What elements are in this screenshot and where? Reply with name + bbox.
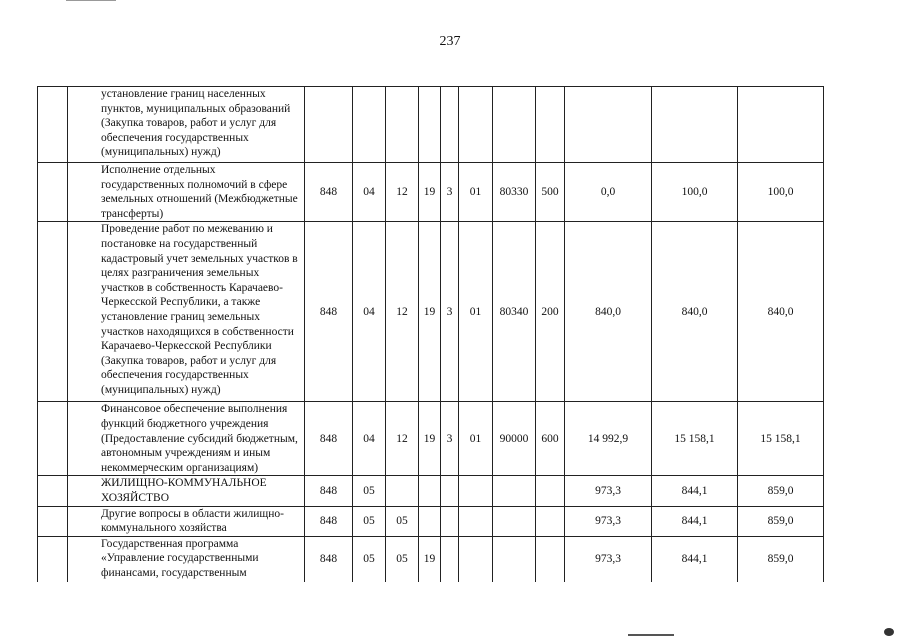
ministry-code: 848 (305, 506, 353, 536)
amount-year-3: 15 158,1 (738, 402, 824, 476)
subsection-code: 12 (386, 222, 419, 402)
amount-year-1: 973,3 (565, 536, 652, 582)
expense-type-code: 500 (536, 163, 565, 222)
amount-year-3: 859,0 (738, 476, 824, 506)
expense-type-code: 600 (536, 402, 565, 476)
subsection-code (386, 87, 419, 163)
expense-type-code (536, 476, 565, 506)
blank-cell (38, 87, 68, 163)
ministry-code (305, 87, 353, 163)
expense-name: Проведение работ по межеванию и постановке на государственный кадастровый учет земельных участков в целях разграничения земельных участков в собственность Карачаево-Черкесской Республики, а также установление границ земельных участков находящихся в собственности Карачаево-Черкесской Республики (Закупка товаров, работ и услуг для обеспечения государственных (муниципальных) нужд) (68, 222, 305, 402)
expense-type-code (536, 87, 565, 163)
direction-code (493, 536, 536, 582)
scan-artifact-top (66, 0, 116, 4)
main-event-code: 01 (459, 402, 493, 476)
section-code: 05 (353, 536, 386, 582)
program-code: 19 (419, 163, 441, 222)
table-row (38, 222, 824, 402)
ministry-code: 848 (305, 536, 353, 582)
scan-artifact-bottom (628, 634, 674, 639)
blank-cell (38, 536, 68, 582)
subprogram-code: 3 (441, 222, 459, 402)
subprogram-code: 3 (441, 402, 459, 476)
amount-year-2: 844,1 (652, 536, 738, 582)
section-code: 04 (353, 163, 386, 222)
table-row (38, 476, 824, 506)
direction-code (493, 506, 536, 536)
section-code: 04 (353, 402, 386, 476)
table-row (38, 163, 824, 222)
main-event-code (459, 87, 493, 163)
expense-name: установление границ населенных пунктов, муниципальных образований (Закупка товаров, работ и услуг для обеспечения государственных (муниципальных) нужд) (68, 87, 305, 163)
amount-year-3 (738, 87, 824, 163)
amount-year-1: 0,0 (565, 163, 652, 222)
subsection-code: 12 (386, 402, 419, 476)
expense-type-code: 200 (536, 222, 565, 402)
amount-year-2: 844,1 (652, 506, 738, 536)
table-row (38, 506, 824, 536)
amount-year-3: 840,0 (738, 222, 824, 402)
direction-code (493, 87, 536, 163)
direction-code: 90000 (493, 402, 536, 476)
program-code: 19 (419, 402, 441, 476)
amount-year-2: 15 158,1 (652, 402, 738, 476)
subprogram-code (441, 506, 459, 536)
amount-year-1: 14 992,9 (565, 402, 652, 476)
section-code: 05 (353, 506, 386, 536)
main-event-code (459, 536, 493, 582)
direction-code: 80340 (493, 222, 536, 402)
direction-code (493, 476, 536, 506)
expense-type-code (536, 506, 565, 536)
subsection-code: 12 (386, 163, 419, 222)
amount-year-2: 100,0 (652, 163, 738, 222)
amount-year-3: 859,0 (738, 536, 824, 582)
expense-name: Финансовое обеспечение выполнения функций бюджетного учреждения (Предоставление субсидий бюджетным, автономным учреждениям и иным некоммерческим организациям) (68, 402, 305, 476)
subsection-code: 05 (386, 506, 419, 536)
blank-cell (38, 402, 68, 476)
main-event-code: 01 (459, 163, 493, 222)
expense-name: Другие вопросы в области жилищно-коммунального хозяйства (68, 506, 305, 536)
subprogram-code (441, 476, 459, 506)
table-row (38, 402, 824, 476)
budget-table (37, 86, 824, 582)
main-event-code (459, 506, 493, 536)
section-code (353, 87, 386, 163)
subsection-code: 05 (386, 536, 419, 582)
amount-year-1: 973,3 (565, 476, 652, 506)
ministry-code: 848 (305, 222, 353, 402)
ministry-code: 848 (305, 163, 353, 222)
program-code (419, 476, 441, 506)
expense-name: Исполнение отдельных государственных полномочий в сфере земельных отношений (Межбюджетные трансферты) (68, 163, 305, 222)
program-code (419, 87, 441, 163)
amount-year-3: 859,0 (738, 506, 824, 536)
ministry-code: 848 (305, 476, 353, 506)
program-code: 19 (419, 536, 441, 582)
section-code: 04 (353, 222, 386, 402)
subprogram-code (441, 536, 459, 582)
subsection-code (386, 476, 419, 506)
amount-year-2 (652, 87, 738, 163)
blank-cell (38, 222, 68, 402)
subprogram-code (441, 87, 459, 163)
blank-cell (38, 506, 68, 536)
amount-year-1: 840,0 (565, 222, 652, 402)
amount-year-1: 973,3 (565, 506, 652, 536)
expense-type-code (536, 536, 565, 582)
expense-name: Государственная программа «Управление государственными финансами, государственным (68, 536, 305, 582)
blank-cell (38, 476, 68, 506)
expense-name: ЖИЛИЩНО-КОММУНАЛЬНОЕ ХОЗЯЙСТВО (68, 476, 305, 506)
program-code: 19 (419, 222, 441, 402)
blank-cell (38, 163, 68, 222)
main-event-code (459, 476, 493, 506)
table-row (38, 87, 824, 163)
table-row (38, 536, 824, 582)
page-number: 237 (439, 34, 461, 49)
amount-year-2: 844,1 (652, 476, 738, 506)
amount-year-1 (565, 87, 652, 163)
section-code: 05 (353, 476, 386, 506)
amount-year-3: 100,0 (738, 163, 824, 222)
ministry-code: 848 (305, 402, 353, 476)
amount-year-2: 840,0 (652, 222, 738, 402)
scan-artifact-dot (884, 628, 894, 636)
main-event-code: 01 (459, 222, 493, 402)
subprogram-code: 3 (441, 163, 459, 222)
program-code (419, 506, 441, 536)
direction-code: 80330 (493, 163, 536, 222)
